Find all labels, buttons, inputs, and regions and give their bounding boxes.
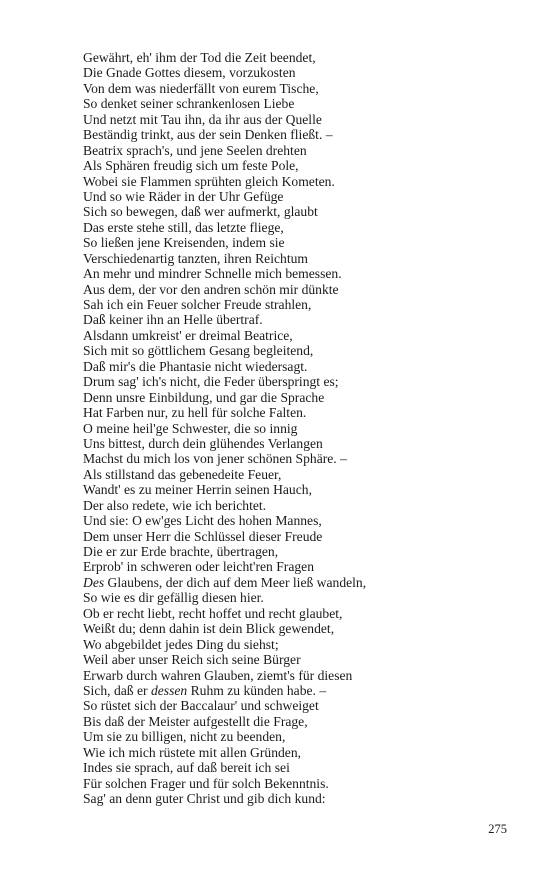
poem-line-text: Beatrix sprach's, und jene Seelen drehten (83, 142, 307, 158)
poem-line (83, 590, 523, 605)
poem-line-text: Weil aber unser Reich sich seine Bürger (83, 652, 301, 668)
poem-line (83, 266, 523, 281)
poem-line (83, 637, 523, 652)
poem-line (83, 668, 523, 683)
poem-line-text: Indes sie sprach, auf daß bereit ich sei (83, 760, 290, 776)
poem-line (83, 683, 523, 698)
poem-line-text: Daß keiner ihn an Helle übertraf. (83, 312, 263, 328)
poem-line (83, 467, 523, 482)
poem-line (83, 606, 523, 621)
poem-line-text: Und so wie Räder in der Uhr Gefüge (83, 188, 284, 204)
poem-line-text: Dem unser Herr die Schlüssel dieser Freude (83, 528, 323, 544)
poem-line-text: Wie ich mich rüstete mit allen Gründen, (83, 744, 302, 760)
poem-line-text: Gewährt, eh' ihm der Tod die Zeit beendet, (83, 50, 316, 65)
poem-line (83, 158, 523, 173)
poem-line-text: Der also redete, wie ich berichtet. (83, 497, 267, 513)
poem-line-text: Das erste stehe still, das letzte fliege, (83, 219, 284, 235)
poem-line-text: Von dem was niederfällt von eurem Tische, (83, 80, 319, 96)
poem-line (83, 390, 523, 405)
poem-line (83, 513, 523, 528)
poem-line-text: Als stillstand das gebenedeite Feuer, (83, 466, 282, 482)
poem-line-text: Sich so bewegen, daß wer aufmerkt, glaubt (83, 204, 318, 220)
poem-line (83, 698, 523, 713)
poem-line-text: Die Gnade Gottes diesem, vorzukosten (83, 65, 296, 81)
poem-line (83, 96, 523, 111)
poem-text (83, 50, 523, 806)
poem-line (83, 81, 523, 96)
poem-line-emphasis: dessen (150, 682, 188, 698)
poem-line-text: Machst du mich los von jener schönen Sphäre. – (83, 451, 347, 467)
poem-line (83, 529, 523, 544)
poem-line-text: Uns bittest, durch dein glühendes Verlangen (83, 435, 323, 451)
poem-line (83, 745, 523, 760)
poem-line (83, 50, 523, 65)
poem-line (83, 714, 523, 729)
poem-line-text: Und netzt mit Tau ihn, da ihr aus der Quelle (83, 111, 322, 127)
poem-line (83, 127, 523, 142)
poem-line (83, 312, 523, 327)
poem-line-text: O meine heil'ge Schwester, die so innig (83, 420, 298, 436)
poem-line-text: So denket seiner schrankenlosen Liebe (83, 96, 295, 112)
poem-line (83, 343, 523, 358)
poem-line-text: Sag' an denn guter Christ und gib dich kund: (83, 791, 326, 806)
poem-line-text: Sah ich ein Feuer solcher Freude strahlen, (83, 297, 312, 312)
poem-line-text: Glaubens, der dich auf dem Meer ließ wandeln, (104, 574, 367, 590)
poem-line-text: Beständig trinkt, aus der sein Denken fließt. – (83, 127, 333, 143)
poem-line-text: Und sie: O ew'ges Licht des hohen Mannes, (83, 513, 322, 529)
poem-line (83, 544, 523, 559)
poem-line (83, 282, 523, 297)
poem-line (83, 559, 523, 574)
page-number: 275 (488, 822, 507, 836)
poem-line-text: Für solchen Frager und für solch Bekenntnis. (83, 775, 329, 791)
poem-line-text: Weißt du; denn dahin ist dein Blick gewendet, (83, 621, 335, 637)
poem-line (83, 204, 523, 219)
poem-line-text: Erwarb durch wahren Glauben, ziemt's für diesen (83, 667, 353, 683)
poem-line (83, 328, 523, 343)
poem-line-text: Sich mit so göttlichem Gesang begleitend, (83, 343, 314, 359)
poem-line (83, 235, 523, 250)
poem-line-text: Daß mir's die Phantasie nicht wiedersagt. (83, 358, 308, 374)
poem-line-text: Bis daß der Meister aufgestellt die Frage, (83, 713, 308, 729)
poem-line-emphasis: Des (83, 574, 105, 590)
poem-line-text: Als Sphären freudig sich um feste Pole, (83, 158, 299, 174)
poem-line (83, 760, 523, 775)
poem-line (83, 498, 523, 513)
poem-line-text: Verschiedenartig tanzten, ihren Reichtum (83, 250, 308, 266)
poem-line (83, 174, 523, 189)
poem-line (83, 421, 523, 436)
poem-line (83, 652, 523, 667)
poem-line (83, 436, 523, 451)
poem-line-text: Wandt' es zu meiner Herrin seinen Hauch, (83, 482, 312, 498)
poem-line-text: Sich, daß er (83, 682, 151, 698)
poem-line (83, 776, 523, 791)
poem-line-text: Ruhm zu künden habe. – (187, 682, 327, 698)
poem-line-text: Hat Farben nur, zu hell für solche Falten. (83, 405, 307, 421)
poem-line (83, 143, 523, 158)
poem-line-text: Denn unsre Einbildung, und gar die Sprache (83, 389, 325, 405)
poem-line (83, 251, 523, 266)
poem-line (83, 359, 523, 374)
poem-line-text: Um sie zu billigen, nicht zu beenden, (83, 729, 286, 745)
poem-line (83, 297, 523, 312)
poem-line-text: So rüstet sich der Baccalaur' und schweiget (83, 698, 319, 714)
poem-line-text: Drum sag' ich's nicht, die Feder überspringt es; (83, 374, 339, 390)
poem-line-text: Die er zur Erde brachte, übertragen, (83, 544, 279, 559)
poem-line (83, 621, 523, 636)
poem-line (83, 729, 523, 744)
poem-line (83, 451, 523, 466)
poem-line (83, 374, 523, 389)
poem-line (83, 405, 523, 420)
poem-line (83, 189, 523, 204)
poem-line (83, 112, 523, 127)
poem-line-text: Erprob' in schweren oder leicht'ren Fragen (83, 559, 314, 575)
poem-line (83, 482, 523, 497)
poem-line-text: So ließen jene Kreisenden, indem sie (83, 235, 285, 251)
poem-line-text: Aus dem, der vor den andren schön mir dünkte (83, 281, 339, 297)
poem-line (83, 575, 523, 590)
poem-line (83, 220, 523, 235)
poem-line-text: So wie es dir gefällig diesen hier. (83, 590, 264, 606)
poem-line-text: An mehr und mindrer Schnelle mich bemessen. (83, 266, 342, 282)
poem-line-text: Wo abgebildet jedes Ding du siehst; (83, 636, 279, 652)
poem-line-text: Wobei sie Flammen sprühten gleich Kometen. (83, 173, 335, 189)
poem-line-text: Ob er recht liebt, recht hoffet und recht glaubet, (83, 605, 343, 621)
poem-line (83, 65, 523, 80)
poem-line-text: Alsdann umkreist' er dreimal Beatrice, (83, 327, 293, 343)
poem-line (83, 791, 523, 806)
